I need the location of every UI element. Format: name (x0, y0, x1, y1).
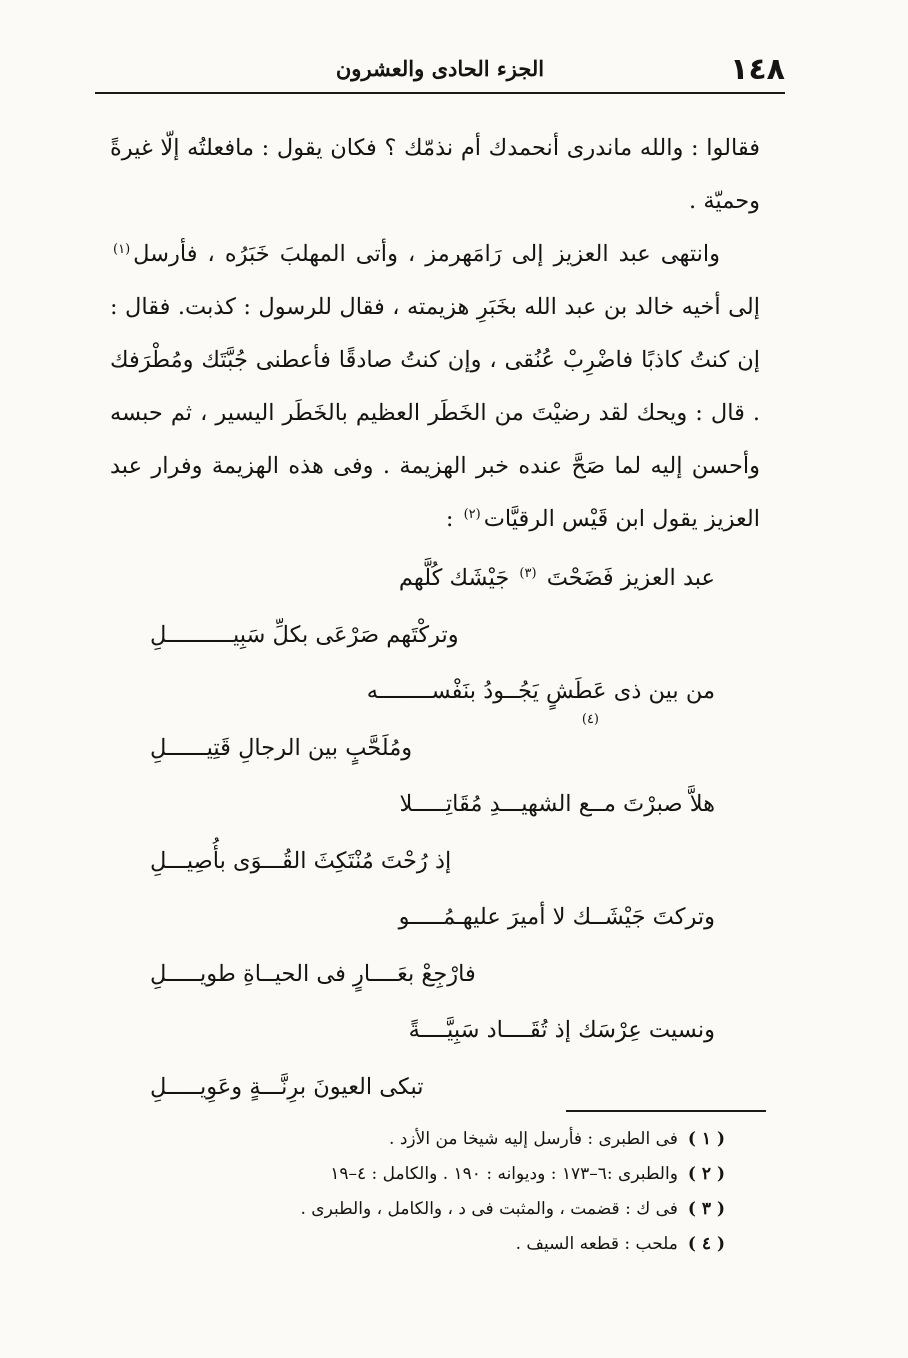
verse-1-second-hemistich: وتركْتَهم صَرْعَى بكلِّ سَبِيــــــــــلِ (150, 621, 459, 648)
paragraph-2-part-1: وانتهى عبد العزيز إلى رَامَهرمز ، وأتى المهلبَ خَبَرُه ، فأرسل (133, 241, 720, 267)
poem (150, 550, 720, 1115)
footnote-3-number: ( ٣ ) (687, 1199, 725, 1219)
body-text (110, 122, 760, 546)
header-rule (95, 92, 785, 94)
running-title: الجزء الحادى والعشرون (335, 56, 545, 81)
verse-2-first-hemistich: من بين ذى عَطَشٍ يَجُــودُ بنَفْســــــــه (366, 678, 715, 704)
footnote-rule (566, 1110, 766, 1112)
verse-1-first-b: جَيْشَك كُلَّهم (398, 565, 510, 591)
footnote-1-text: فى الطبرى : فأرسل إليه شيخا من الأزد . (389, 1129, 678, 1149)
footnote-1 (200, 1122, 725, 1157)
footnote-1-number: ( ١ ) (687, 1129, 725, 1149)
footnote-4-text: ملحب : قطعه السيف . (515, 1234, 678, 1254)
verse-3-second-hemistich: إذ رُحْتَ مُنْتَكِثَ القُـــوَى بأُصِيـــلِ (150, 847, 452, 874)
paragraph-2-end: : (445, 506, 454, 532)
verse-5-first-hemistich: ونسيت عِرْسَك إذ تُقَــــاد سَبِيَّــــةً (408, 1017, 715, 1043)
footnote-2 (200, 1157, 725, 1192)
footnotes (200, 1122, 725, 1262)
paragraph-2-part-2: إلى أخيه خالد بن عبد الله بخَبَرِ هزيمته ، فقال للرسول : كذبت. فقال : إن كنتُ كاذبًا فاضْرِبْ عُنُقى ، وإن كنتُ صادقًا فأعطنى جُبَّتَك ومُطْرَفك . قال : ويحك لقد رضيْتَ من الخَطَر العظيم بالخَطَر اليسير ، ثم حبسه وأحسن إليه لما صَحَّ عنده خبر الهزيمة . وفى هذه الهزيمة وفرار عبد العزيز يقول ابن قَيْس الرقيَّات (110, 294, 760, 532)
verse-3-first-hemistich: هلاَّ صبرْتَ مــع الشهيـــدِ مُقَاتِـــــلا (399, 791, 715, 817)
footnote-4-number: ( ٤ ) (687, 1234, 725, 1254)
paragraph-2 (110, 228, 760, 546)
paragraph-1: فقالوا : والله ماندرى أنحمدك أم نذمّك ؟ فكان يقول : مافعلتُه إلّا غيرةً وحميّة . (110, 135, 760, 214)
verse-5-second-hemistich: تبكى العيونَ برِنَّـــةٍ وعَوِيـــــلِ (150, 1073, 424, 1100)
footnote-ref-2[interactable]: (٢) (463, 506, 481, 522)
verse-2-second-hemistich: ومُلَحَّبٍ بين الرجالِ قَتِيــــــلِ (٤) (150, 711, 599, 761)
verse-1-first-a: عبد العزيز فَضَحْتَ (546, 565, 715, 591)
footnote-4 (200, 1227, 725, 1262)
verse-2-second-text: ومُلَحَّبٍ بين الرجالِ قَتِيــــــلِ (150, 734, 413, 761)
footnote-3-text: فى ك : قضمت ، والمثبت فى د ، والكامل ، والطبرى . (300, 1199, 678, 1219)
footnote-2-number: ( ٢ ) (687, 1164, 725, 1184)
footnote-ref-1[interactable]: (١) (113, 241, 131, 257)
page-header (95, 48, 785, 88)
footnote-ref-3[interactable]: (٣) (519, 565, 537, 581)
verse-1-first-hemistich (150, 550, 720, 607)
footnote-3 (200, 1192, 725, 1227)
verse-4-first-hemistich: وتركتَ جَيْشَــك لا أميرَ عليهـمُـــــو (398, 904, 715, 930)
page-number: ١٤٨ (730, 52, 785, 87)
footnote-2-text: والطبرى :٦–١٧٣ : وديوانه : ١٩٠ . والكامل : ٤–١٩ (330, 1164, 678, 1184)
verse-4-second-hemistich: فارْجِعْ بعَــــارٍ فى الحيــاةِ طويـــــلِ (150, 960, 476, 987)
